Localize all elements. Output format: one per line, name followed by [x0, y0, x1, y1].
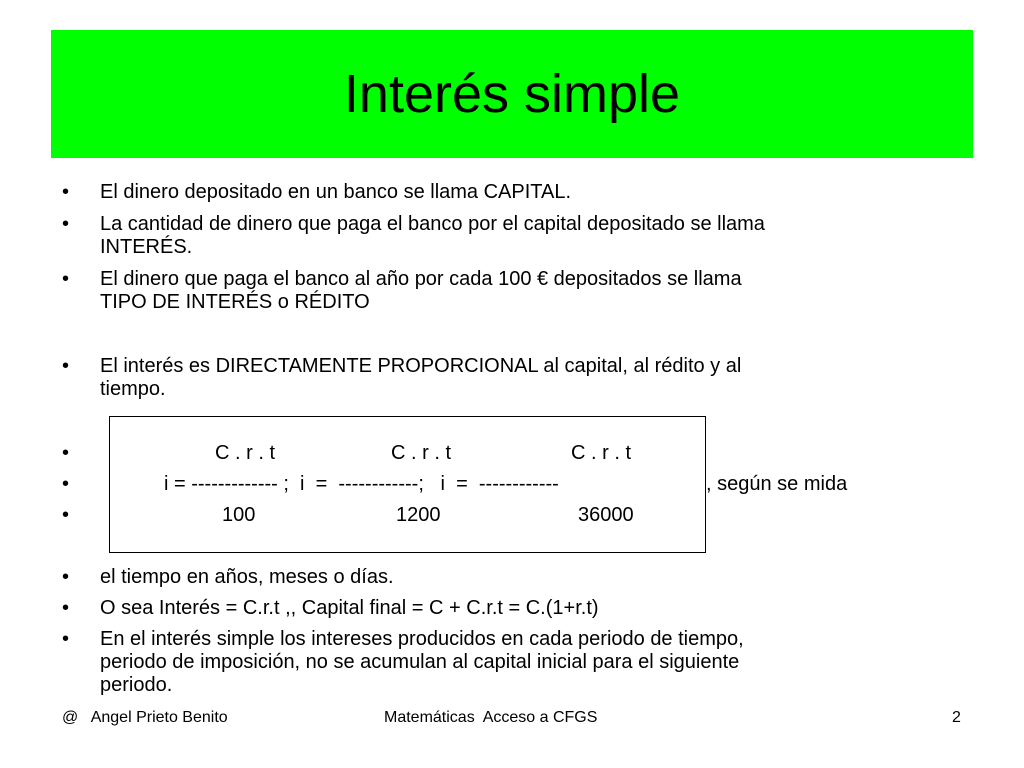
formula-denominator: 36000: [578, 504, 634, 526]
formula-equation: i = ------------- ; i = ------------; i = ------------: [164, 473, 559, 495]
formula-denominator: 1200: [396, 504, 441, 526]
bullet-text: La cantidad de dinero que paga el banco por el capital depositado se llama: [100, 213, 765, 235]
bullet-text: periodo.: [100, 674, 173, 696]
bullet-text: O sea Interés = C.r.t ,, Capital final = C + C.r.t = C.(1+r.t): [100, 597, 599, 619]
bullet-text: En el interés simple los intereses producidos en cada periodo de tiempo,: [100, 628, 744, 650]
bullet-marker: •: [62, 442, 70, 464]
bullet-marker: •: [62, 181, 70, 203]
formula-numerator: C . r . t: [215, 442, 275, 464]
title-banner: [51, 30, 973, 158]
bullet-marker: •: [62, 628, 70, 650]
bullet-marker: •: [62, 566, 70, 588]
formula-suffix: , según se mida: [706, 473, 848, 495]
bullet-marker: •: [62, 473, 70, 495]
bullet-marker: •: [62, 504, 70, 526]
bullet-marker: •: [62, 597, 70, 619]
bullet-text: periodo de imposición, no se acumulan al capital inicial para el siguiente: [100, 651, 740, 673]
bullet-marker: •: [62, 213, 70, 235]
bullet-text: TIPO DE INTERÉS o RÉDITO: [100, 291, 370, 313]
bullet-marker: •: [62, 268, 70, 290]
slide-title: Interés simple: [343, 64, 681, 124]
formula-numerator: C . r . t: [571, 442, 631, 464]
footer-author: @ Angel Prieto Benito: [62, 709, 228, 726]
bullet-text: El dinero que paga el banco al año por cada 100 € depositados se llama: [100, 268, 742, 290]
bullet-text: INTERÉS.: [100, 236, 193, 258]
bullet-text: tiempo.: [100, 378, 166, 400]
bullet-text: el tiempo en años, meses o días.: [100, 566, 394, 588]
footer-page-number: 2: [952, 709, 961, 726]
bullet-text: El interés es DIRECTAMENTE PROPORCIONAL al capital, al rédito y al: [100, 355, 742, 377]
footer-subject: Matemáticas Acceso a CFGS: [384, 709, 598, 726]
bullet-marker: •: [62, 355, 70, 377]
bullet-text: El dinero depositado en un banco se llama CAPITAL.: [100, 181, 572, 203]
formula-numerator: C . r . t: [391, 442, 451, 464]
formula-denominator: 100: [222, 504, 256, 526]
